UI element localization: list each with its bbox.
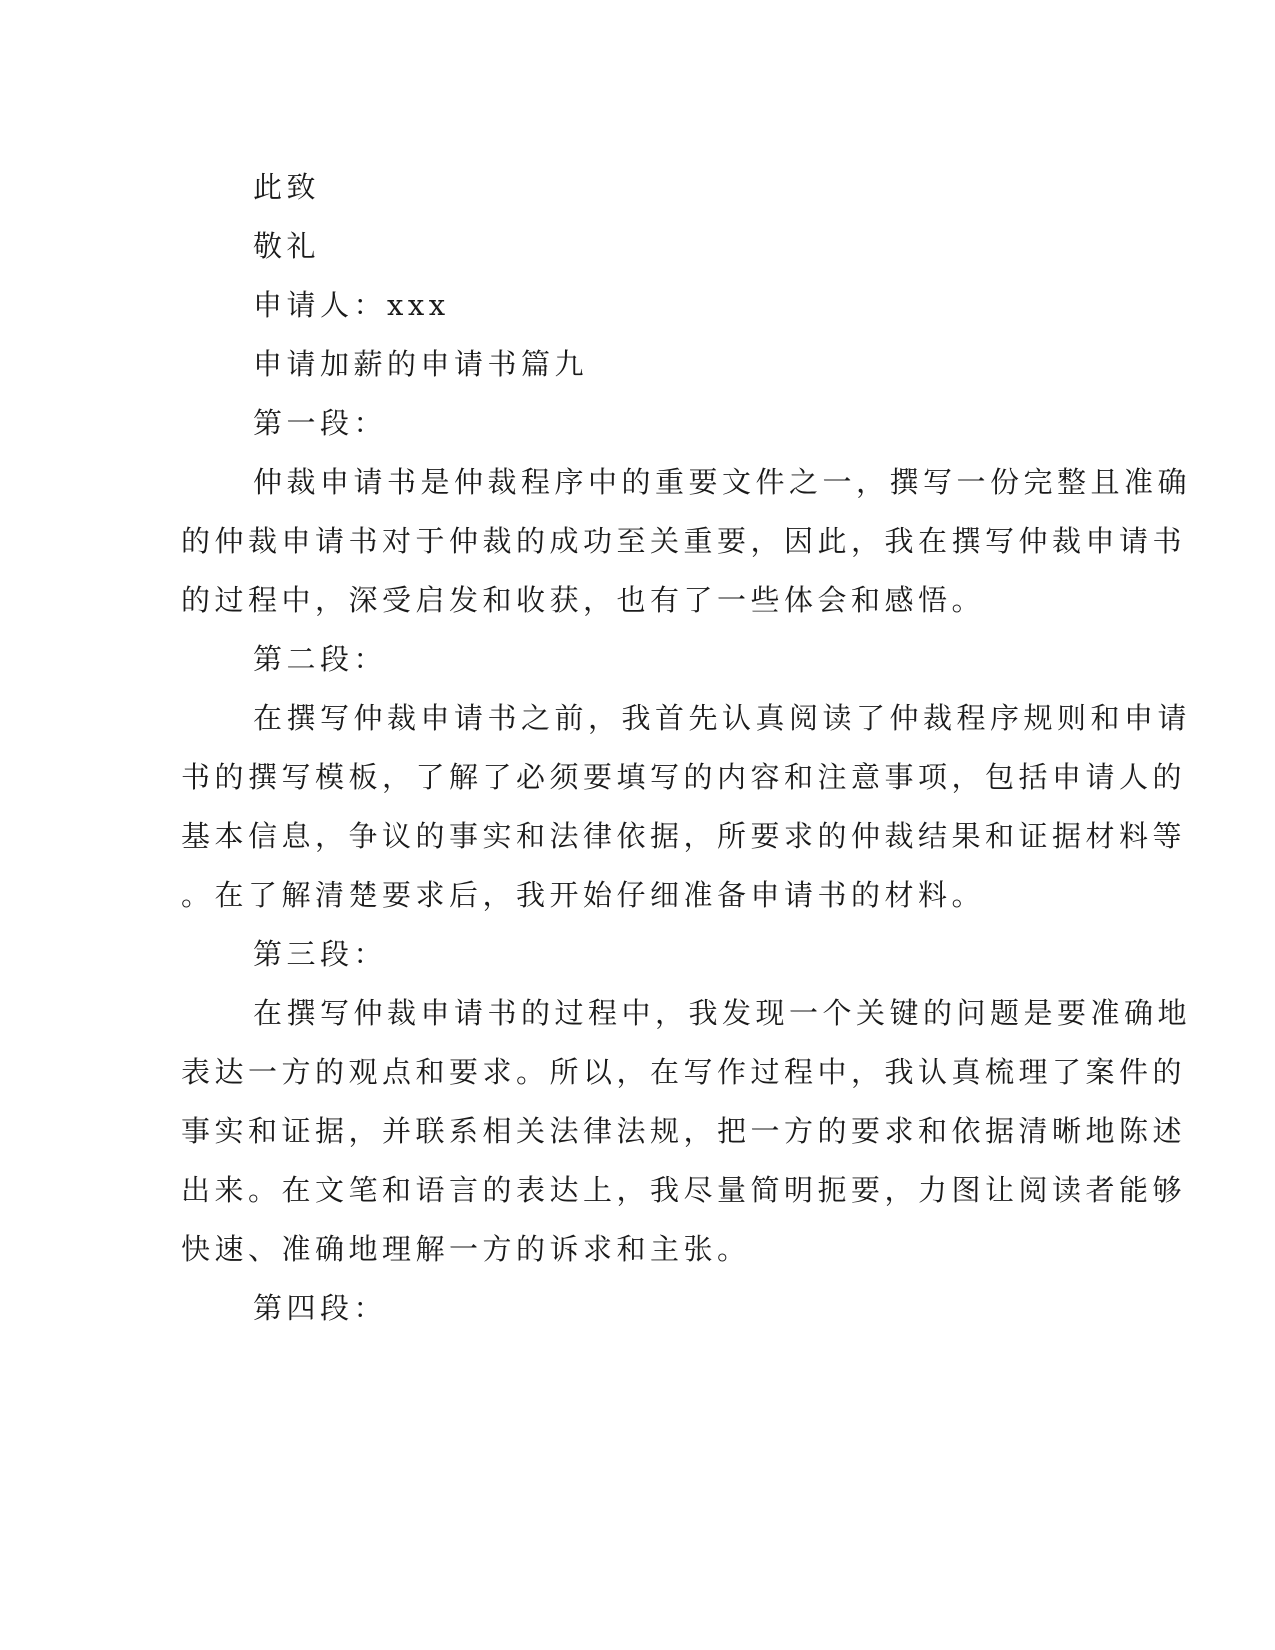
section-3-paragraph	[181, 984, 1192, 1279]
paragraph-line: 在撰写仲裁申请书之前，我首先认真阅读了仲裁程序规则和申请	[253, 701, 1192, 735]
paragraph-line: 事实和证据，并联系相关法律法规，把一方的要求和依据清晰地陈述	[181, 1114, 1187, 1148]
document-body	[181, 158, 1192, 1338]
section-3-heading: 第三段：	[253, 937, 388, 971]
section-2-paragraph	[181, 689, 1192, 925]
paragraph-line: 在撰写仲裁申请书的过程中，我发现一个关键的问题是要准确地	[253, 996, 1192, 1030]
paragraph-line: 。在了解清楚要求后，我开始仔细准备申请书的材料。	[181, 878, 986, 912]
section-1-paragraph	[181, 453, 1192, 630]
paragraph-line: 的过程中，深受启发和收获，也有了一些体会和感悟。	[181, 583, 986, 617]
section-2-heading: 第二段：	[253, 642, 388, 676]
paragraph-line: 书的撰写模板，了解了必须要填写的内容和注意事项，包括申请人的	[181, 760, 1187, 794]
applicant-signature: 申请人：xxx	[253, 288, 450, 322]
paragraph-line: 的仲裁申请书对于仲裁的成功至关重要，因此，我在撰写仲裁申请书	[181, 524, 1187, 558]
paragraph-line: 出来。在文笔和语言的表达上，我尽量简明扼要，力图让阅读者能够	[181, 1173, 1187, 1207]
paragraph-line: 快速、准确地理解一方的诉求和主张。	[181, 1232, 751, 1266]
section-4-heading: 第四段：	[253, 1291, 388, 1325]
closing-jing-li: 敬礼	[253, 229, 321, 263]
section-1-heading: 第一段：	[253, 406, 388, 440]
paragraph-line: 基本信息，争议的事实和法律依据，所要求的仲裁结果和证据材料等	[181, 819, 1187, 853]
section-title: 申请加薪的申请书篇九	[253, 347, 589, 381]
paragraph-line: 仲裁申请书是仲裁程序中的重要文件之一，撰写一份完整且准确	[253, 465, 1192, 499]
paragraph-line: 表达一方的观点和要求。所以，在写作过程中，我认真梳理了案件的	[181, 1055, 1187, 1089]
closing-ci-zhi: 此致	[253, 170, 321, 204]
